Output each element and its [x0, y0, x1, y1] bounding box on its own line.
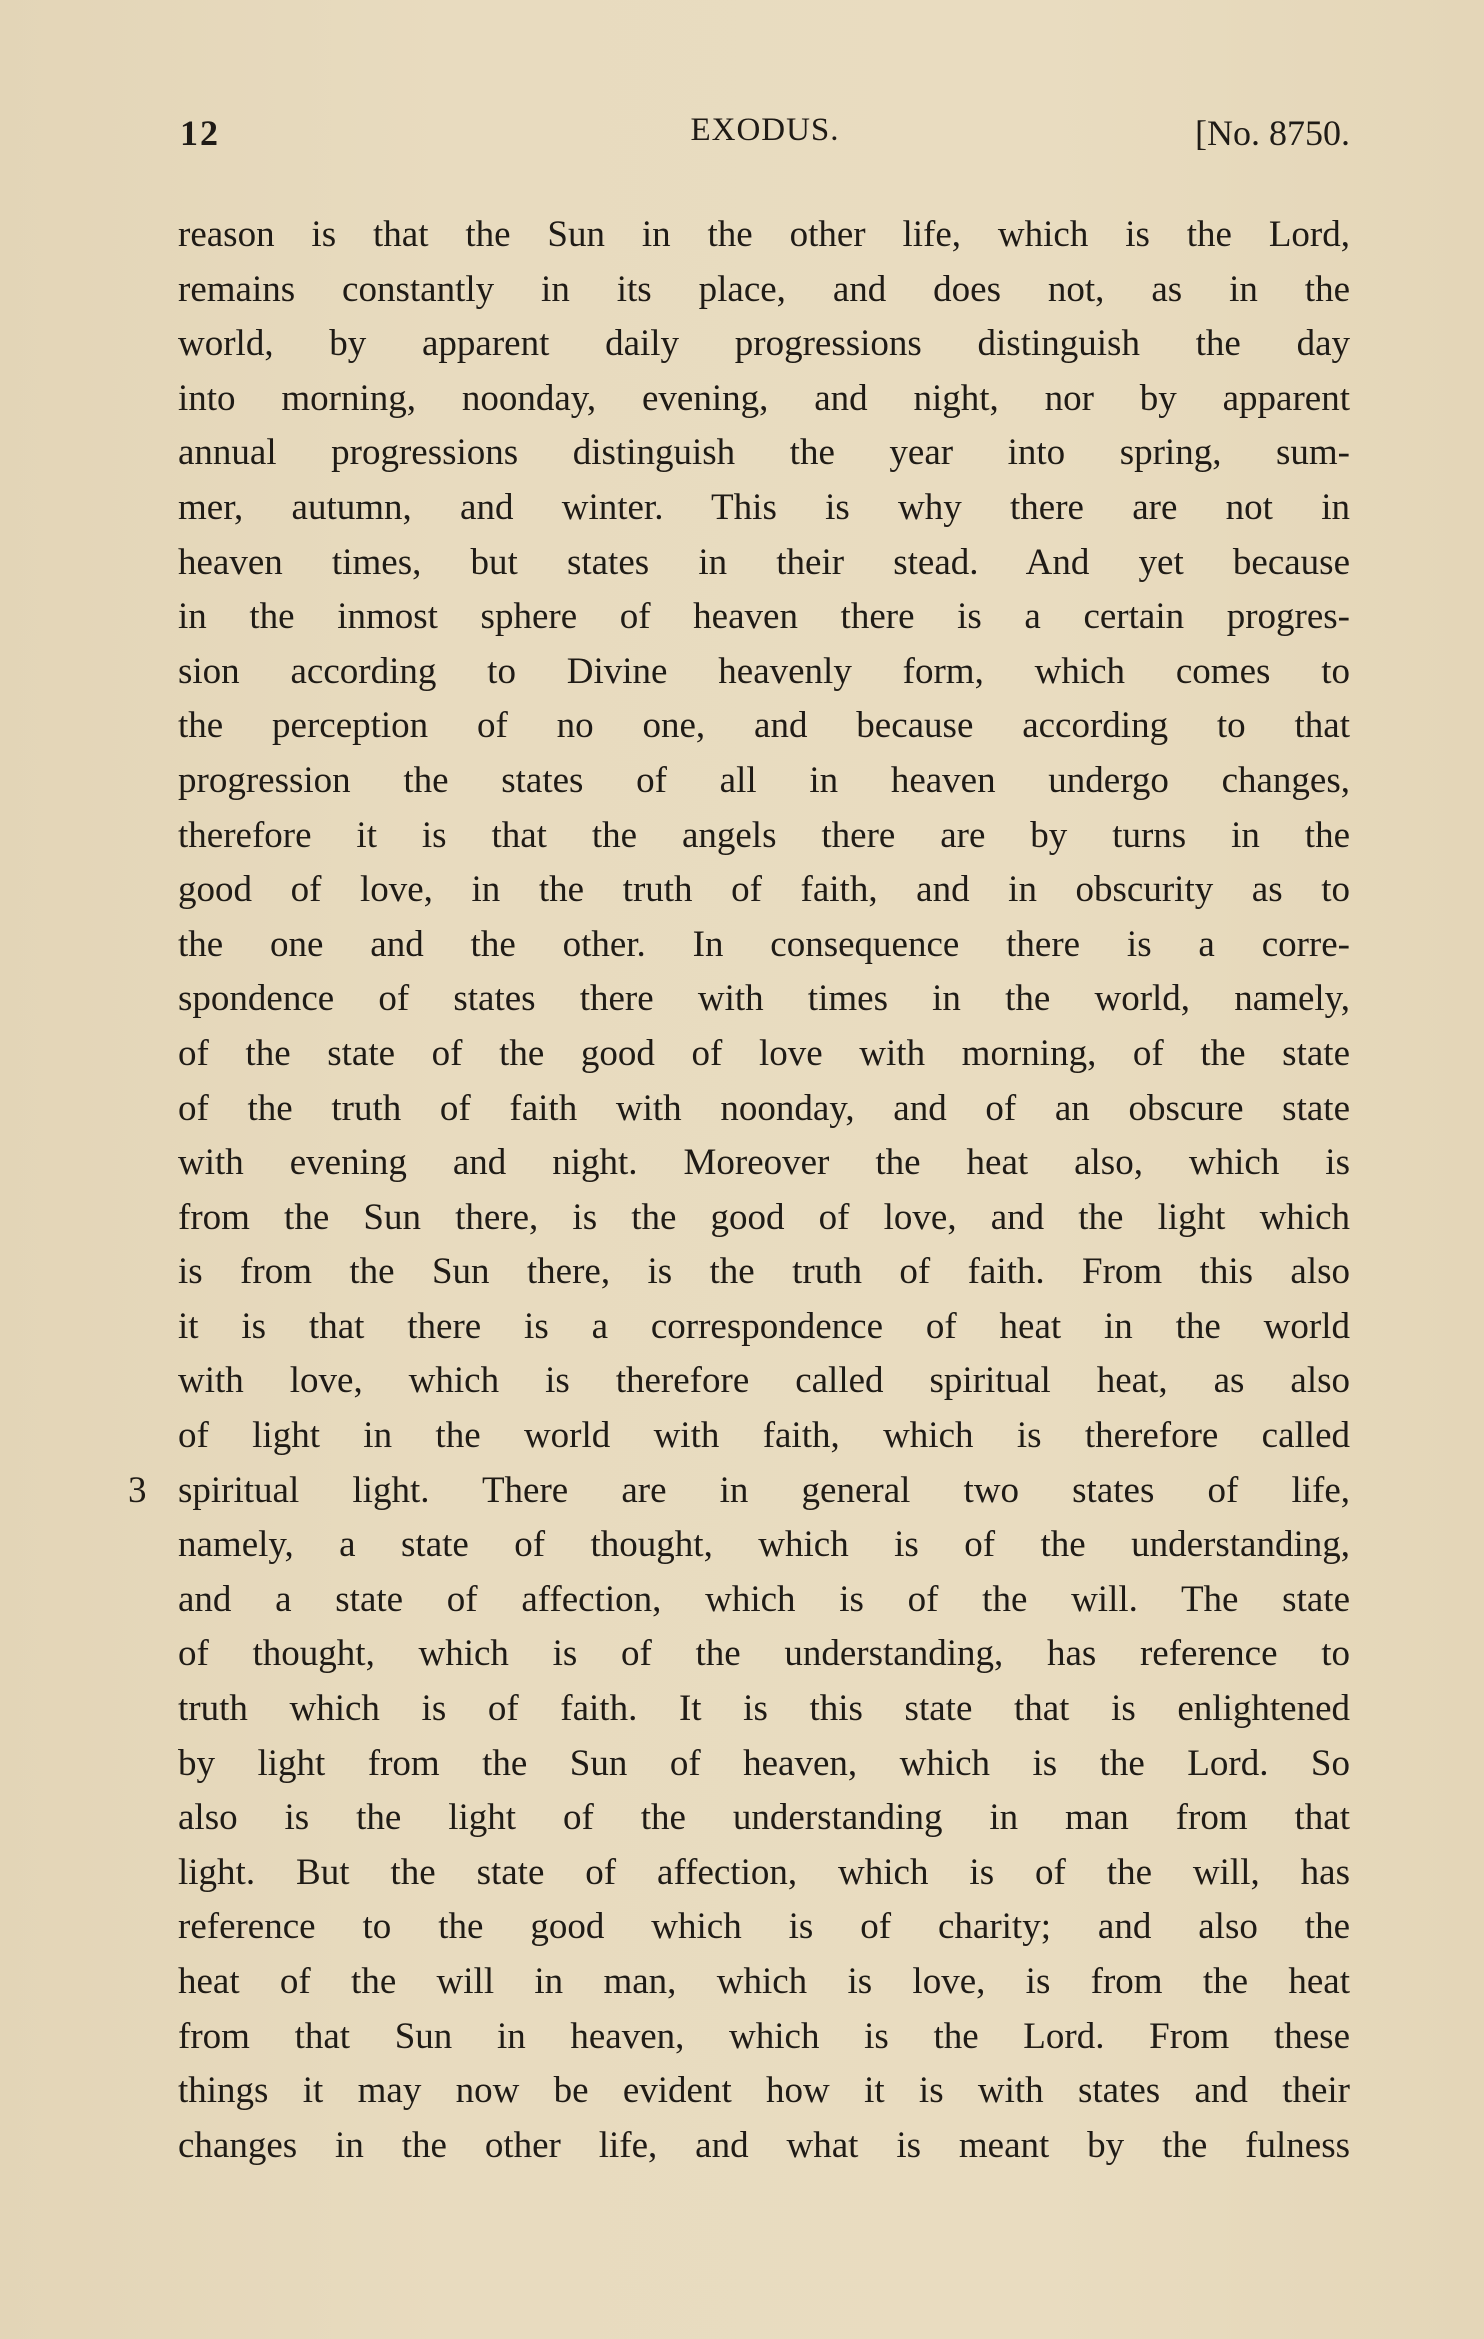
- text-line: with evening and night. Moreover the heat also, which is: [178, 1142, 1350, 1184]
- text-line: of the truth of faith with noonday, and of an obscure state: [178, 1087, 1350, 1129]
- text-line: sion according to Divine heavenly form, which comes to: [178, 650, 1350, 692]
- text-line: annual progressions distinguish the year into spring, sum-: [178, 432, 1350, 474]
- text-line: of the state of the good of love with morning, of the state: [178, 1032, 1350, 1074]
- running-header: [180, 112, 1350, 162]
- text-line: the perception of no one, and because according to that: [178, 705, 1350, 747]
- text-line: and a state of affection, which is of the will. The state: [178, 1578, 1350, 1620]
- text-line: spondence of states there with times in the world, namely,: [178, 978, 1350, 1020]
- text-line: by light from the Sun of heaven, which is the Lord. So: [178, 1742, 1350, 1784]
- text-line: things it may now be evident how it is with states and their: [178, 2070, 1350, 2112]
- text-line: remains constantly in its place, and does not, as in the: [178, 268, 1350, 310]
- text-line: with love, which is therefore called spiritual heat, as also: [178, 1360, 1350, 1402]
- text-line: heaven times, but states in their stead. And yet because: [178, 541, 1350, 583]
- paragraph-number: 3: [128, 1469, 147, 1511]
- text-line: 3 spiritual light. There are in general two states of life,: [178, 1464, 1350, 1519]
- text-line: it is that there is a correspondence of heat in the world: [178, 1305, 1350, 1347]
- text-line: is from the Sun there, is the truth of faith. From this also: [178, 1251, 1350, 1293]
- text-line: in the inmost sphere of heaven there is a certain progres-: [178, 596, 1350, 638]
- text-line: of thought, which is of the understanding, has reference to: [178, 1633, 1350, 1675]
- text-line: heat of the will in man, which is love, is from the heat: [178, 1961, 1350, 2002]
- text-line: truth which is of faith. It is this state that is enlightened: [178, 1688, 1350, 1730]
- text-line: namely, a state of thought, which is of the understanding,: [178, 1524, 1350, 1566]
- page-number: 12: [180, 113, 220, 153]
- text-line: progression the states of all in heaven undergo changes,: [178, 759, 1350, 801]
- text-line: reason is that the Sun in the other life, which is the Lord,: [178, 214, 1350, 255]
- text-line: world, by apparent daily progressions distinguish the day: [178, 323, 1350, 365]
- section-reference: [No. 8750.: [1195, 113, 1350, 153]
- text-line: the one and the other. In consequence there is a corre-: [178, 923, 1350, 965]
- text-line: reference to the good which is of charity; and also the: [178, 1906, 1350, 1948]
- text-line: from the Sun there, is the good of love, and the light which: [178, 1196, 1350, 1238]
- text-line: into morning, noonday, evening, and night, nor by apparent: [178, 377, 1350, 419]
- running-title: EXODUS.: [690, 112, 840, 148]
- text-line: changes in the other life, and what is meant by the fulness: [178, 2124, 1350, 2166]
- text-line: light. But the state of affection, which is of the will, has: [178, 1851, 1350, 1893]
- text-line: from that Sun in heaven, which is the Lord. From these: [178, 2015, 1350, 2057]
- text-line: of light in the world with faith, which is therefore called: [178, 1415, 1350, 1457]
- body-text: [128, 208, 1350, 2173]
- text-line: mer, autumn, and winter. This is why there are not in: [178, 486, 1350, 528]
- text-line: therefore it is that the angels there are by turns in the: [178, 814, 1350, 856]
- text-line: good of love, in the truth of faith, and in obscurity as to: [178, 869, 1350, 911]
- text-line: also is the light of the understanding in man from that: [178, 1797, 1350, 1839]
